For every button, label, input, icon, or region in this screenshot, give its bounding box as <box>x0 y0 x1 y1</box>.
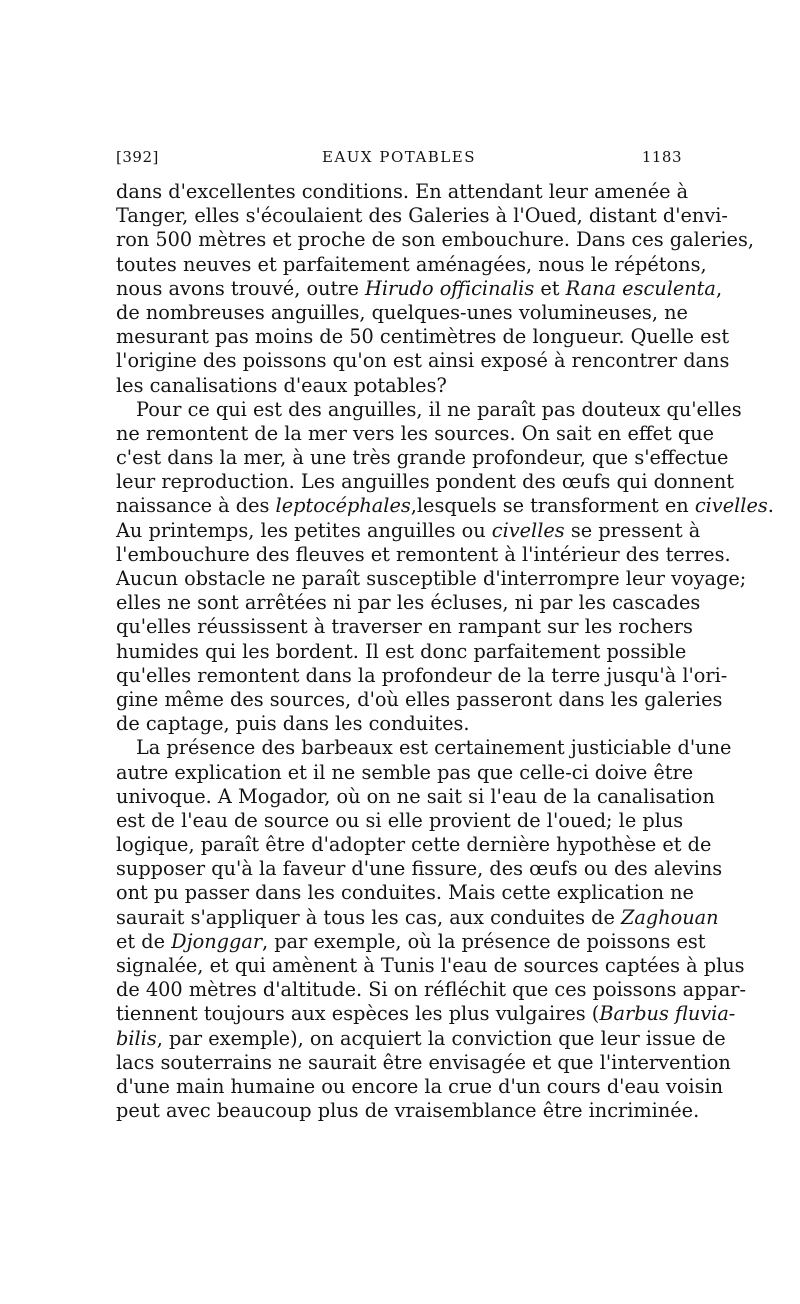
text-line: saurait s'appliquer à tous les cas, aux conduites de Zaghouan <box>116 905 719 929</box>
text-line: peut avec beaucoup plus de vraisemblance être incriminée. <box>116 1099 700 1123</box>
text-line: logique, paraît être d'adopter cette dernière hypothèse et de <box>116 833 712 857</box>
text-line: Pour ce qui est des anguilles, il ne paraît pas douteux qu'elles <box>136 397 742 421</box>
text-line: nous avons trouvé, outre Hirudo officinalis et Rana esculenta, <box>116 276 723 300</box>
running-head <box>116 148 682 170</box>
text-line: tiennent toujours aux espèces les plus vulgaires (Barbus fluvia- <box>116 1002 736 1026</box>
text-line: supposer qu'à la faveur d'une fissure, des œufs ou des alevins <box>116 857 723 881</box>
text-line: et de Djonggar, par exemple, où la présence de poissons est <box>116 929 706 953</box>
text-line: signalée, et qui amènent à Tunis l'eau de sources captées à plus <box>116 954 745 977</box>
text-line: dans d'excellentes conditions. En attendant leur amenée à <box>116 180 689 203</box>
text-line: de nombreuses anguilles, quelques-unes volumineuses, ne <box>116 300 688 324</box>
text-line: bilis, par exemple), on acquiert la conviction que leur issue de <box>116 1026 726 1050</box>
italic-term: civelles <box>491 518 565 542</box>
text-line: l'origine des poissons qu'on est ainsi exposé à rencontrer dans <box>116 349 730 373</box>
text-line: qu'elles réussissent à traverser en rampant sur les rochers <box>116 615 693 639</box>
text-line: de captage, puis dans les conduites. <box>116 712 470 736</box>
text-line: Aucun obstacle ne paraît susceptible d'interrompre leur voyage; <box>116 567 747 590</box>
text-line: de 400 mètres d'altitude. Si on réfléchit que ces poissons appar- <box>116 978 747 1002</box>
text-line: naissance à des leptocéphales,lesquels se transforment en civelles. <box>116 494 774 518</box>
text-line: elles ne sont arrêtées ni par les écluses, ni par les cascades <box>116 591 701 615</box>
text-line: mesurant pas moins de 50 centimètres de longueur. Quelle est <box>116 325 730 349</box>
body-text <box>116 180 774 1123</box>
text-line: leur reproduction. Les anguilles pondent des œufs qui donnent <box>116 470 734 494</box>
text-line: l'embouchure des fleuves et remontent à l'intérieur des terres. <box>116 542 731 566</box>
text-line: les canalisations d'eaux potables? <box>116 373 447 397</box>
italic-term: bilis <box>116 1026 157 1050</box>
italic-term: civelles <box>694 494 768 518</box>
italic-term: Rana esculenta <box>565 276 716 300</box>
text-line: qu'elles remontent dans la profondeur de la terre jusqu'à l'ori- <box>116 663 728 687</box>
text-line: ont pu passer dans les conduites. Mais cette explication ne <box>116 881 694 905</box>
text-line: ne remontent de la mer vers les sources. On sait en effet que <box>116 421 715 445</box>
bracketed-page-number: [392] <box>116 148 159 166</box>
italic-term: leptocéphales <box>275 494 411 518</box>
text-line: Tanger, elles s'écoulaient des Galeries à l'Oued, distant d'envi- <box>116 204 728 228</box>
text-line: gine même des sources, d'où elles passeront dans les galeries <box>116 687 723 711</box>
italic-term: Barbus fluvia- <box>599 1002 736 1026</box>
italic-term: Zaghouan <box>621 905 719 929</box>
text-line: lacs souterrains ne saurait être envisagée et que l'intervention <box>116 1050 731 1074</box>
text-line: autre explication et il ne semble pas que celle-ci doive être <box>116 760 694 784</box>
page-number: 1183 <box>641 148 682 166</box>
text-line: humides qui les bordent. Il est donc parfaitement possible <box>116 639 687 663</box>
text-line: La présence des barbeaux est certainement justiciable d'une <box>136 736 732 760</box>
text-line: univoque. A Mogador, où on ne sait si l'eau de la canalisation <box>116 784 715 808</box>
running-title: EAUX POTABLES <box>322 148 476 166</box>
text-line: est de l'eau de source ou si elle provient de l'oued; le plus <box>116 808 684 832</box>
text-line: toutes neuves et parfaitement aménagées, nous le répétons, <box>116 252 707 276</box>
text-line: Au printemps, les petites anguilles ou civelles se pressent à <box>116 518 701 542</box>
text-line: d'une main humaine ou encore la crue d'un cours d'eau voisin <box>116 1074 724 1098</box>
italic-term: Djonggar <box>171 929 263 953</box>
text-line: ron 500 mètres et proche de son embouchure. Dans ces galeries, <box>116 228 754 252</box>
text-line: c'est dans la mer, à une très grande profondeur, que s'effectue <box>116 446 729 470</box>
italic-term: Hirudo officinalis <box>365 276 535 300</box>
